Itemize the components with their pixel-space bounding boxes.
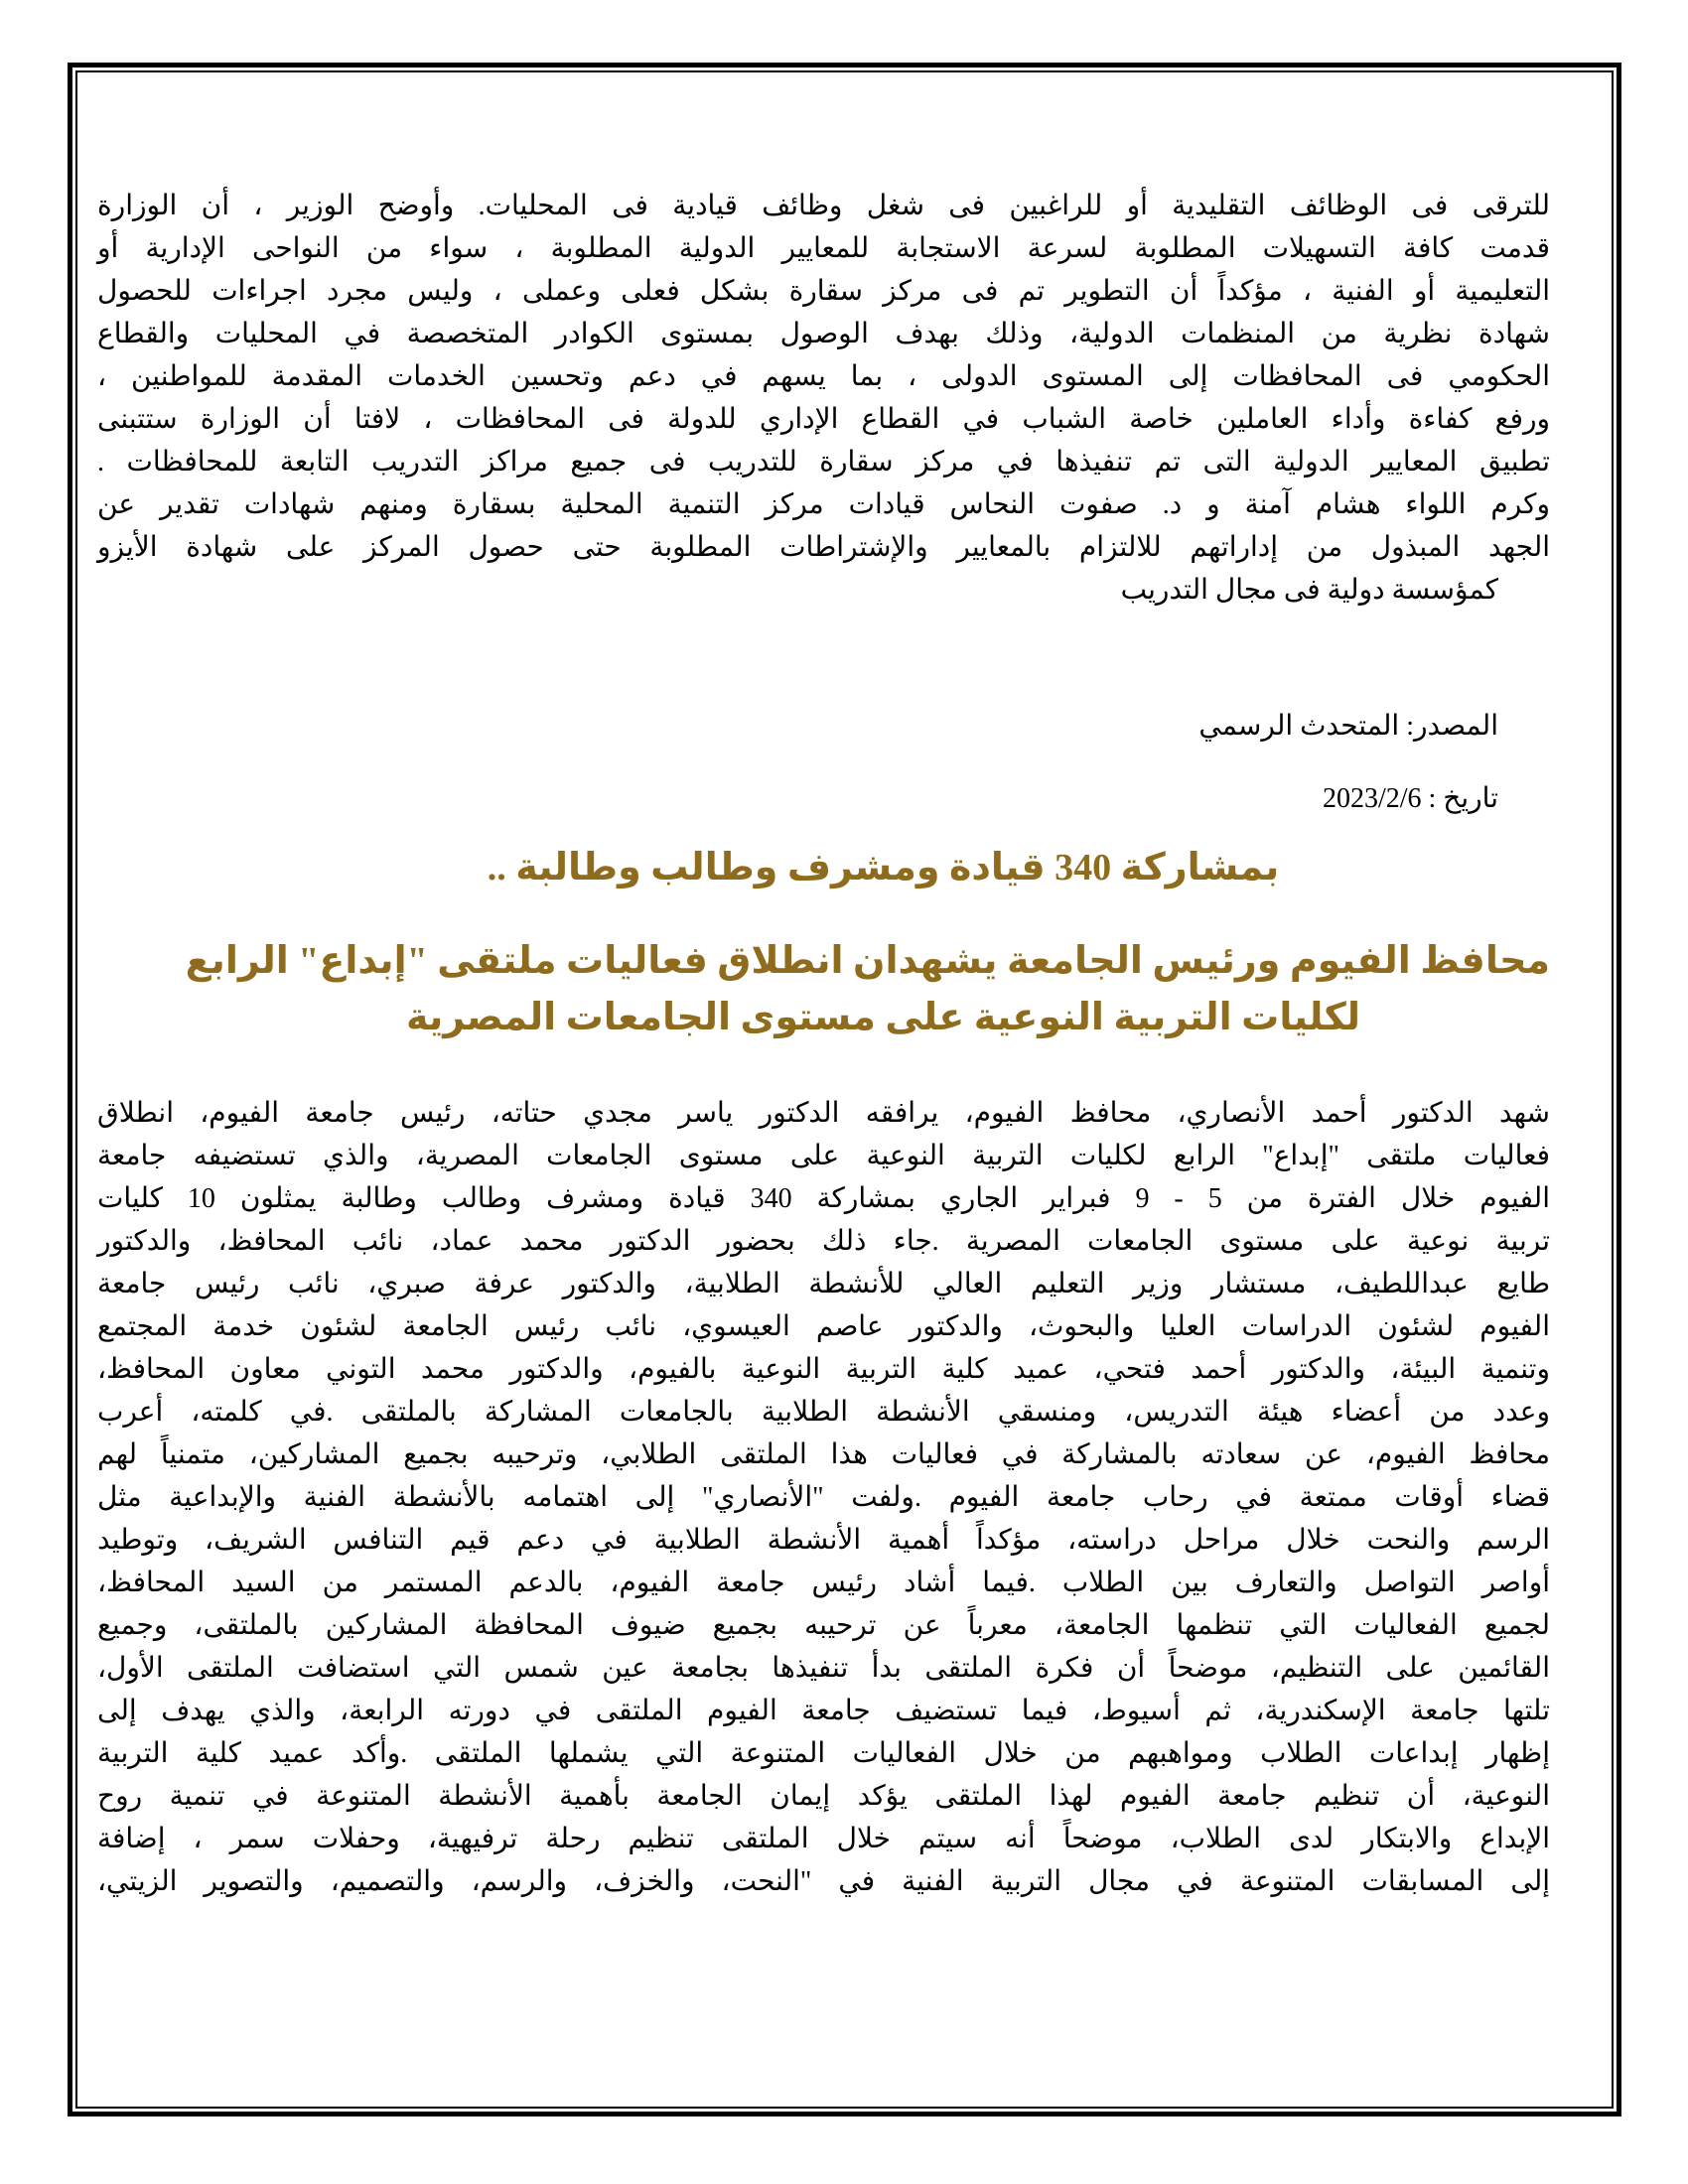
text-line: إلى المسابقات المتنوعة في مجال التربية الفنية في "النحت، والخزف، والرسم، والتصميم، والتصوير الزيتي، xyxy=(97,1866,1551,1897)
text-line: النوعية، أن تنظيم جامعة الفيوم لهذا الملتقى يؤكد إيمان الجامعة بأهمية الأنشطة المتنوعة في تنمية روح xyxy=(97,1781,1550,1812)
text-line: للترقى فى الوظائف التقليدية أو للراغبين فى شغل وظائف قيادية فى المحليات. وأوضح الوزير ، أن الوزارة xyxy=(97,191,1550,221)
text-line: لجميع الفعاليات التي تنظمها الجامعة، معرباً عن ترحيبه بجميع ضيوف المحافظة المشاركين بالملتقى، وجميع xyxy=(97,1610,1551,1641)
text-line: قدمت كافة التسهيلات المطلوبة لسرعة الاستجابة للمعايير الدولية المطلوبة ، سواء من النواحى الإدارية أو xyxy=(97,233,1550,264)
text-line: وكرم اللواء هشام آمنة و د. صفوت النحاس قيادات مركز التنمية المحلية بسقارة ومنهم شهادات تقدير عن xyxy=(97,489,1550,520)
text-line: طايع عبداللطيف، مستشار وزير التعليم العالي للأنشطة الطلابية، والدكتور عرفة صبري، نائب رئيس جامعة xyxy=(97,1269,1550,1299)
text-line: القائمين على التنظيم، موضحاً أن فكرة الملتقى بدأ تنفيذها بجامعة عين شمس التي استضافت الملتقى الأول، xyxy=(97,1653,1550,1684)
text-line: كمؤسسة دولية فى مجال التدريب xyxy=(1120,575,1498,606)
main-headline xyxy=(97,933,1550,1046)
text-line: تربية نوعية على مستوى الجامعات المصرية .جاء ذلك بحضور الدكتور محمد عماد، نائب المحافظ، والدكتور xyxy=(97,1226,1550,1257)
document-content xyxy=(77,72,1612,2107)
text-line: محافظ الفيوم، عن سعادته بالمشاركة في فعاليات هذا الملتقى الطلابي، وترحيبه بجميع المشاركين، متمنياً لهم xyxy=(97,1439,1550,1470)
text-line: محافظ الفيوم ورئيس الجامعة يشهدان انطلاق فعاليات ملتقى "إبداع" الرابع xyxy=(185,940,1550,982)
text-line: الإبداع والابتكار لدى الطلاب، موضحاً أنه سيتم خلال الملتقى تنظيم رحلة ترفيهية، وحفلات سمر ، إضافة xyxy=(97,1824,1550,1854)
text-line: وعدد من أعضاء هيئة التدريس، ومنسقي الأنشطة الطلابية بالجامعات المشاركة بالملتقى .في كلمته، أعرب xyxy=(97,1397,1550,1428)
text-line: الرسم والنحت خلال مراحل دراسته، مؤكداً أهمية الأنشطة الطلابية في دعم قيم التنافس الشريف، وتوطيد xyxy=(97,1525,1550,1556)
text-line: قضاء أوقات ممتعة في رحاب جامعة الفيوم .ولفت "الأنصاري" إلى اهتمامه بالأنشطة الفنية والإبداعية مثل xyxy=(97,1482,1550,1513)
page-border-frame xyxy=(68,63,1621,2116)
page-border-inner-line xyxy=(75,70,1614,2109)
text-line: تطبيق المعايير الدولية التى تم تنفيذها في مركز سقارة للتدريب فى جميع مراكز التدريب التابعة للمحافظات . xyxy=(97,447,1550,478)
body-paragraph xyxy=(97,1092,1550,1903)
text-line: تلتها جامعة الإسكندرية، ثم أسيوط، فيما تستضيف جامعة الفيوم الملتقى في دورته الرابعة، والذي يهدف إلى xyxy=(97,1696,1550,1726)
text-line: إظهار إبداعات الطلاب ومواهبهم من خلال الفعاليات المتنوعة التي يشملها الملتقى .وأكد عميد كلية التربية xyxy=(97,1738,1550,1769)
text-line: شهادة نظرية من المنظمات الدولية، وذلك بهدف الوصول بمستوى الكوادر المتخصصة في المحليات والقطاع xyxy=(97,319,1550,349)
intro-paragraph xyxy=(97,185,1550,612)
text-line: وتنمية البيئة، والدكتور أحمد فتحي، عميد كلية التربية النوعية بالفيوم، والدكتور محمد التوني معاون المحافظ، xyxy=(97,1354,1550,1385)
source-line: المصدر: المتحدث الرسمي xyxy=(1198,711,1498,742)
text-line: لكليات التربية النوعية على مستوى الجامعات المصرية xyxy=(405,997,1361,1038)
date-line: تاريخ : 2023/2/6 xyxy=(1322,783,1498,814)
text-line: ورفع كفاءة وأداء العاملين خاصة الشباب في القطاع الإداري للدولة فى المحافظات ، لافتا أن الوزارة ستتبنى xyxy=(97,404,1550,435)
text-line: الجهد المبذول من إداراتهم للالتزام بالمعايير والإشتراطات المطلوبة حتى حصول المركز على شهادة الأيزو xyxy=(97,532,1550,563)
kicker-headline: بمشاركة 340 قيادة ومشرف وطالب وطالبة .. xyxy=(487,847,1280,888)
text-line: فعاليات ملتقى "إبداع" الرابع لكليات التربية النوعية على مستوى الجامعات المصرية، والذي تستضيفه جامعة xyxy=(97,1141,1550,1171)
text-line: شهد الدكتور أحمد الأنصاري، محافظ الفيوم، يرافقه الدكتور ياسر مجدي حتاته، رئيس جامعة الفيوم، انطلاق xyxy=(97,1098,1550,1129)
text-line: التعليمية أو الفنية ، مؤكداً أن التطوير تم فى مركز سقارة بشكل فعلى وعملى ، وليس مجرد اجراءات للحصول xyxy=(97,276,1550,307)
text-line: الفيوم خلال الفترة من 5 - 9 فبراير الجاري بمشاركة 340 قيادة ومشرف وطالب وطالبة يمثلون 10 كليات xyxy=(97,1183,1550,1214)
text-line: أواصر التواصل والتعارف بين الطلاب .فيما أشاد رئيس جامعة الفيوم، بالدعم المستمر من السيد المحافظ، xyxy=(97,1568,1550,1598)
text-line: الفيوم لشئون الدراسات العليا والبحوث، والدكتور عاصم العيسوي، نائب رئيس الجامعة لشئون خدمة المجتمع xyxy=(97,1311,1550,1342)
text-line: الحكومي فى المحافظات إلى المستوى الدولى ، بما يسهم في دعم وتحسين الخدمات المقدمة للمواطنين ، xyxy=(97,361,1550,392)
